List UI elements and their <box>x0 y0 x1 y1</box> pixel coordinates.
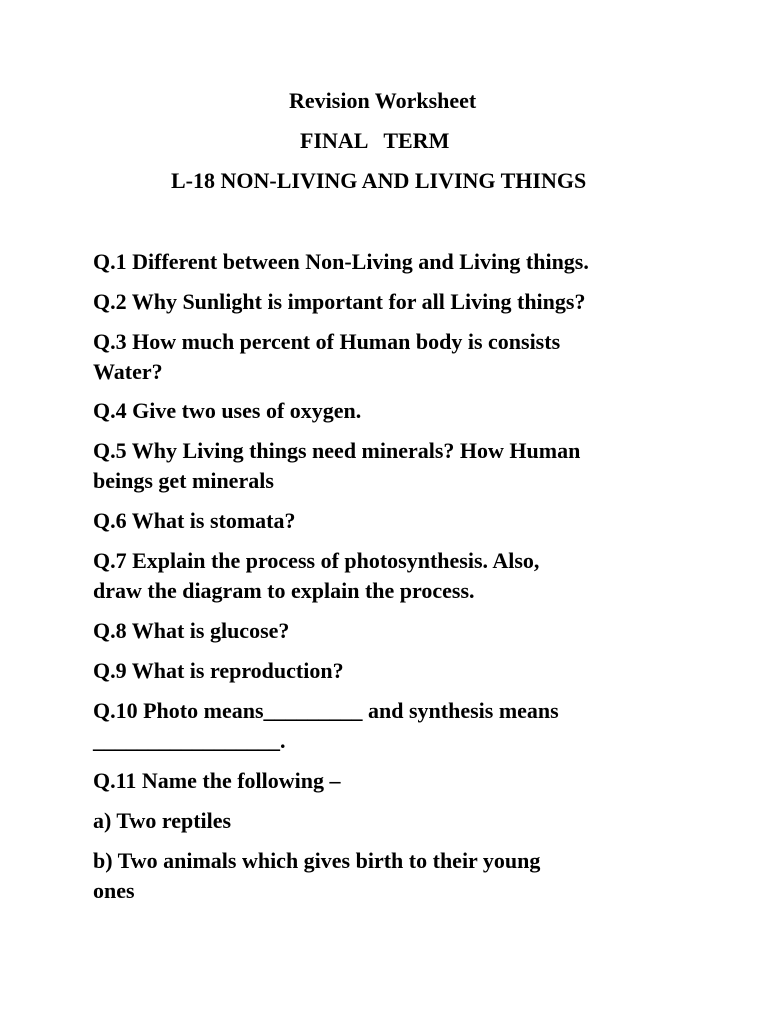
question-9: Q.9 What is reproduction? <box>93 658 344 683</box>
question-3: Q.3 How much percent of Human body is consists Water? <box>93 329 561 384</box>
worksheet-title: Revision Worksheet <box>289 88 477 113</box>
question-7: Q.7 Explain the process of photosynthesis. Also, draw the diagram to explain the process. <box>93 548 540 603</box>
question-4: Q.4 Give two uses of oxygen. <box>93 398 362 423</box>
term-heading: FINAL TERM <box>300 128 450 153</box>
question-1: Q.1 Different between Non-Living and Living things. <box>93 249 589 274</box>
question-11-part-b: b) Two animals which gives birth to their young ones <box>93 848 541 903</box>
question-11: Q.11 Name the following – <box>93 768 341 793</box>
lesson-heading: L-18 NON-LIVING AND LIVING THINGS <box>171 168 587 193</box>
question-6: Q.6 What is stomata? <box>93 508 296 533</box>
question-2: Q.2 Why Sunlight is important for all Living things? <box>93 289 586 314</box>
question-11-part-a: a) Two reptiles <box>93 808 232 833</box>
question-10: Q.10 Photo means_________ and synthesis means _________________. <box>93 698 559 753</box>
question-8: Q.8 What is glucose? <box>93 618 290 643</box>
question-5: Q.5 Why Living things need minerals? How Human beings get minerals <box>93 438 581 493</box>
